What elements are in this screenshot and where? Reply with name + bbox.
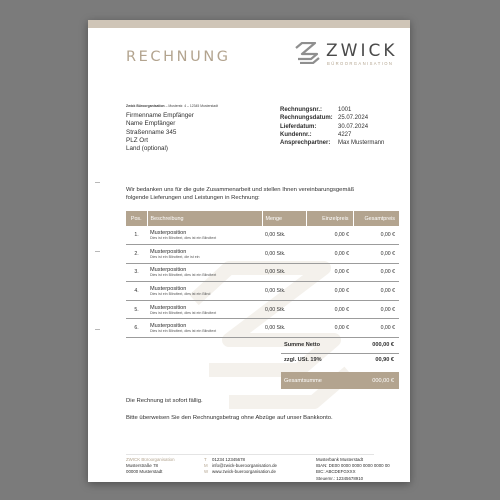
header-total-price: Gesamtpreis bbox=[353, 211, 399, 226]
meta-key: Kundennr.: bbox=[280, 131, 312, 138]
meta-row bbox=[280, 106, 384, 114]
sender-line bbox=[126, 104, 218, 108]
logo-subtitle: BÜROORGANISATION bbox=[327, 61, 394, 66]
item-subtitle: Dies ist ein Blindtext, dies ist ein Blindtext bbox=[150, 329, 217, 334]
cell-description bbox=[147, 245, 262, 264]
totals-block bbox=[281, 338, 399, 389]
item-subtitle: Dies ist ein Blindtext, dies ist ein Blind bbox=[150, 292, 211, 297]
gross-total-row bbox=[281, 372, 399, 389]
payment-due-note: Die Rechnung ist sofort fällig. bbox=[126, 398, 203, 404]
fold-mark bbox=[95, 182, 100, 183]
footer-contact bbox=[212, 457, 277, 476]
invoice-sheet bbox=[88, 20, 410, 482]
item-title: Musterposition bbox=[150, 248, 187, 255]
recipient-line: Land (optional) bbox=[126, 145, 169, 153]
cell-quantity: 0,00 Stk. bbox=[262, 319, 306, 338]
cell-unit-price: 0,00 € bbox=[306, 300, 353, 319]
footer-bank bbox=[316, 457, 390, 482]
cell-pos: 3. bbox=[126, 263, 147, 282]
meta-key: Rechnungsnr.: bbox=[280, 107, 323, 113]
cell-unit-price: 0,00 € bbox=[306, 245, 353, 264]
net-total-row bbox=[281, 338, 399, 353]
fold-mark bbox=[95, 329, 100, 330]
invoice-meta bbox=[280, 106, 384, 147]
company-logo bbox=[293, 40, 403, 70]
sender-company: Zwick Büroorganisation bbox=[126, 104, 165, 108]
item-subtitle: Dies ist ein Blindtext, dies ist ein Blindtext bbox=[150, 310, 217, 315]
meta-value: 4227 bbox=[338, 131, 352, 138]
recipient-line: PLZ Ort bbox=[126, 136, 149, 144]
meta-row bbox=[280, 123, 384, 131]
invoice-title: RECHNUNG bbox=[126, 49, 231, 65]
table-row bbox=[126, 300, 399, 319]
mail-icon: M bbox=[204, 463, 208, 469]
footer-tax-number: Steuernr.: 12345678910 bbox=[316, 475, 364, 481]
table-row bbox=[126, 263, 399, 282]
vat-row bbox=[281, 353, 399, 368]
footer-company-street: Musterstraße 78 bbox=[126, 463, 158, 469]
header-description: Beschreibung bbox=[147, 211, 262, 226]
item-title: Musterposition bbox=[150, 267, 187, 274]
footer-company bbox=[126, 457, 175, 476]
logo-mark-icon bbox=[293, 42, 321, 64]
table-row bbox=[126, 226, 399, 245]
vat-value: 00,90 € bbox=[375, 357, 394, 364]
footer-bank-name: Musterbank Musterstadt bbox=[316, 457, 364, 462]
table-row bbox=[126, 245, 399, 264]
meta-row bbox=[280, 131, 384, 139]
footer-iban: IBAN: DE00 0000 0000 0000 0000 00 bbox=[316, 463, 390, 469]
table-row bbox=[126, 319, 399, 338]
cell-pos: 6. bbox=[126, 319, 147, 338]
meta-value: Max Mustermann bbox=[338, 140, 385, 147]
meta-key: Ansprechpartner: bbox=[280, 140, 331, 147]
cell-unit-price: 0,00 € bbox=[306, 319, 353, 338]
header-unit-price: Einzelpreis bbox=[306, 211, 353, 226]
footer-divider bbox=[126, 454, 374, 455]
cell-description bbox=[147, 282, 262, 301]
phone-icon: T bbox=[204, 457, 207, 462]
item-subtitle: Dies ist ein Blindtext, die ist ein bbox=[150, 254, 200, 259]
item-subtitle: Dies ist ein Blindtext, dies ist ein Blindtext bbox=[150, 273, 217, 278]
item-subtitle: Dies ist ein Blindtext, dies ist ein Blindtext bbox=[150, 236, 217, 241]
cell-total-price: 0,00 € bbox=[353, 245, 399, 264]
bank-transfer-note: Bitte überweisen Sie den Rechnungsbetrag ohne Abzüge auf unser Bankkonto. bbox=[126, 415, 333, 421]
recipient-line: Firmenname Empfänger bbox=[126, 112, 194, 119]
item-title: Musterposition bbox=[150, 286, 187, 293]
footer-company-name: ZWICK Büroorganisation bbox=[126, 457, 175, 462]
cell-description bbox=[147, 263, 262, 282]
header-pos: Pos. bbox=[126, 211, 147, 226]
table-header-row bbox=[126, 211, 399, 226]
footer-email[interactable]: info@zwick-bueroorganisation.de bbox=[212, 463, 277, 469]
meta-key: Lieferdatum: bbox=[280, 123, 317, 130]
meta-value: 25.07.2024 bbox=[338, 115, 369, 122]
line-items-table bbox=[126, 211, 399, 338]
cell-pos: 2. bbox=[126, 245, 147, 264]
cell-quantity: 0,00 Stk. bbox=[262, 226, 306, 245]
fold-mark bbox=[95, 251, 100, 252]
gross-total-value: 000,00 € bbox=[372, 377, 394, 384]
cell-pos: 1. bbox=[126, 226, 147, 245]
cell-pos: 5. bbox=[126, 300, 147, 319]
cell-unit-price: 0,00 € bbox=[306, 282, 353, 301]
net-total-label: Summe Netto bbox=[284, 342, 321, 349]
cell-total-price: 0,00 € bbox=[353, 263, 399, 282]
meta-row bbox=[280, 139, 384, 147]
meta-value: 30.07.2024 bbox=[338, 123, 369, 130]
cell-quantity: 0,00 Stk. bbox=[262, 300, 306, 319]
sender-address: – Musterstr. 4 – 12345 Musterstadt bbox=[164, 104, 218, 108]
recipient-line: Name Empfänger bbox=[126, 120, 176, 128]
cell-total-price: 0,00 € bbox=[353, 319, 399, 338]
meta-key: Rechnungsdatum: bbox=[280, 115, 333, 122]
item-title: Musterposition bbox=[150, 323, 187, 330]
web-icon: W bbox=[204, 469, 209, 475]
item-title: Musterposition bbox=[150, 230, 187, 237]
cell-total-price: 0,00 € bbox=[353, 282, 399, 301]
cell-description bbox=[147, 226, 262, 245]
recipient-line: Straßenname 345 bbox=[126, 128, 177, 136]
recipient-address bbox=[126, 112, 194, 153]
cell-unit-price: 0,00 € bbox=[306, 263, 353, 282]
footer-contact-icons bbox=[204, 457, 208, 476]
meta-value: 1001 bbox=[338, 107, 352, 113]
cell-total-price: 0,00 € bbox=[353, 226, 399, 245]
cell-description bbox=[147, 300, 262, 319]
footer-phone[interactable]: 01234 12345678 bbox=[212, 457, 245, 462]
footer-website[interactable]: www.zwick-bueroorganisation.de bbox=[212, 469, 276, 475]
net-total-value: 000,00 € bbox=[372, 342, 394, 349]
footer-bic: BIC: ABCDEFGXXX bbox=[316, 469, 356, 475]
top-accent-bar bbox=[88, 20, 410, 28]
header-quantity: Menge bbox=[262, 211, 306, 226]
item-title: Musterposition bbox=[150, 304, 187, 311]
cell-total-price: 0,00 € bbox=[353, 300, 399, 319]
cell-quantity: 0,00 Stk. bbox=[262, 245, 306, 264]
cell-description bbox=[147, 319, 262, 338]
intro-text: Wir bedanken uns für die gute Zusammenarbeit und stellen Ihnen vereinbarungsgemäß folgende Lieferungen und Leistungen in Rechnung: bbox=[126, 187, 355, 202]
cell-quantity: 0,00 Stk. bbox=[262, 263, 306, 282]
vat-label: zzgl. USt. 19% bbox=[284, 357, 322, 364]
gross-total-label: Gesamtsumme bbox=[284, 377, 322, 384]
cell-quantity: 0,00 Stk. bbox=[262, 282, 306, 301]
table-row bbox=[126, 282, 399, 301]
cell-pos: 4. bbox=[126, 282, 147, 301]
cell-unit-price: 0,00 € bbox=[306, 226, 353, 245]
meta-row bbox=[280, 114, 384, 122]
logo-name: ZWICK bbox=[326, 41, 398, 61]
footer-company-city: 00000 Musterstadt bbox=[126, 469, 163, 475]
